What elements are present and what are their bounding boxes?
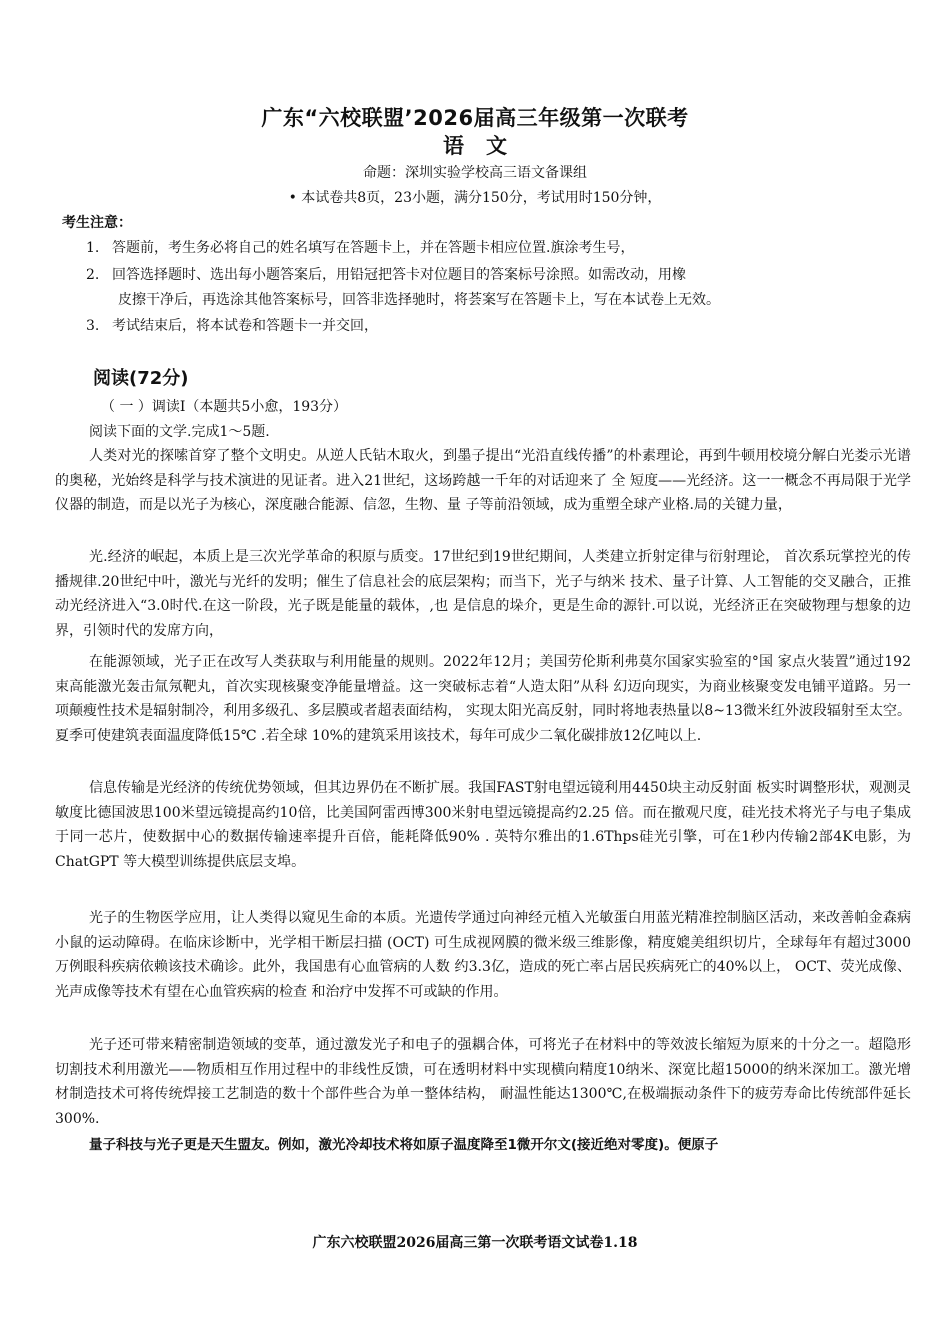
page-footer: 广东六校联盟2026届高三第一次联考语文试卷1.18 <box>312 1235 638 1251</box>
notice-heading: 考生注意： <box>62 215 132 231</box>
notice-number: 2. <box>86 267 100 283</box>
paragraph: 信息传输是光经济的传统优势领域，但其边界仍在不断扩展。我国FAST射电望远镜利用4450块主动反射面 板实时调整形状，观测灵敏度比德国波思100米望远镜提高约10倍，比美国阿雷西博300米射电望远镜提高约2.25 倍。而在撤观尺度，硅光技术将光子与电子集成于同一芯片，使数据中心的数据传输速率提升百倍，能耗降低90% . 英特尔雅出的1.6Thps硅光引擎，可在1秒内传输2部4K电影，为ChatGPT 等大模型训练提供底层支埠。 <box>55 780 911 870</box>
paragraph: 光.经济的岷起，本质上是三次光学革命的积原与质变。17世纪到19世纪期间，人类建立折射定律与衍射理论， 首次系玩掌控光的传播规律.20世纪中叶，激光与光纤的发明；催生了信息社会的底层架构；而当下，光子与纳米 技术、量子计算、人工智能的交叉融合，正推动光经济进入“3.0时代.在这一阶段，光子既是能量的载体，,也 是信息的垛介，更是生命的源针.可以说，光经济正在突破物理与想象的边界，引领时代的发席方向， <box>55 549 911 639</box>
notice-text-continued: 皮擦干净后，再选涂其他答案标号，回答非选择驰时，将荟案写在答题卡上，写在本试卷上无效。 <box>118 292 720 308</box>
notice-item-2 <box>86 263 866 313</box>
paragraph: 光子的生物医学应用，让人类得以窥见生命的本质。光遗传学通过向神经元植入光敏蛋白用蓝光精准控制脑区活动，来改善帕金森病小鼠的运动障碍。在临床诊断中，光学相干断层扫描 (OCT) 可生成视网膜的微米级三维影像，精度媲美组织切片，全球每年有超过3000万例眼科疾病依赖该技术确诊。此外，我国患有心血管病的人数 约3.3亿，造成的死亡率占居民疾病死亡的40%以上， OCT、荧光成像、光声成像等技术有望在心血管疾病的检查 和治疗中发挥不可或缺的作用。 <box>55 910 911 1000</box>
notice-item-1 <box>86 236 866 261</box>
paragraph: 人类对光的探嗦首穿了整个文明史。从逆人氏钻木取火，到墨子提出“光沿直线传播”的朴素理论，再到牛顿用校境分解白光娄示光谱的奥秘，光始终是科学与技术演进的见证者。进入21世纪，这场跨越一千年的对话迎来了 全 短度——光经济。这一一概念不再局限于光学仪器的制造，而是以光子为核心，深度融合能源、信忽，生物、量 子等前沿领域，成为重塑全球产业格.局的关键力量， <box>55 448 911 513</box>
exam-info: • 本试卷共8页，23小题，满分150分，考试用时150分钟， <box>288 190 662 206</box>
exam-title: 广东“六校联盟’2026届高三年级第一次联考 <box>261 106 689 130</box>
paragraph: 光子还可带来精密制造领域的变革，通过激发光子和电子的强耦合体，可将光子在材料中的等效波长缩短为原来的十分之一。超隐形切割技术利用激光——物质相互作用过程中的非线性反馈，可在透明材料中实现横向精度10纳米、深宽比超15000的纳米深加工。激光增材制造技术可将传统焊接工艺制造的数十个部件些合为单一整体结构， 耐温性能达1300℃,在极端振动条件下的疲劳寿命比传统部件延长300%. <box>55 1037 911 1127</box>
subject-title: 语文 <box>443 134 529 158</box>
reading-instruction: 阅读下面的文学.完成1～5题. <box>89 424 270 440</box>
notice-item-3 <box>86 314 866 339</box>
notice-text: 答题前，考生务必将自己的姓名填写在答题卡上，并在答题卡相应位置.旗涂考生号， <box>112 240 635 256</box>
notice-number: 3. <box>86 318 100 334</box>
paragraph: 在能源领域，光子正在改写人类获取与利用能量的规则。2022年12月；美国劳伦斯利弗莫尔国家实验室的°国 家点火装置”通过192束高能激光轰击氚氖靶丸，首次实现核聚变净能量增益。这一突破标志着“人造太阳”从科 幻迈向现实，为商业核聚变发电铺平道路。另一项颠瘦性技术是辐射制冷，利用多级孔、多层膜或者超表面结构， 实现太阳光高反射，同时将地表热量以8~13微米红外波段辐射至太空。夏季可使建筑表面温度降低15℃ .若全球 10%的建筑采用该技术，每年可成少二氧化碳排放12亿吨以上. <box>55 654 911 744</box>
notice-number: 1. <box>86 240 100 256</box>
notice-text: 考试结束后，将本试卷和答题卡一并交回， <box>112 318 378 334</box>
paragraph-bold: 量子科技与光子更是天生盟友。例如，激光冷却技术将如原子温度降至1微开尔文(接近绝对零度)。便原子 <box>89 1137 719 1153</box>
subsection-heading: （ 一 ）调读Ⅰ（本题共5小愈，193分） <box>101 399 348 415</box>
notice-text: 回答选择题时、选出每小题答案后，用铅冠把答卡对位题目的答案标号涂照。如需改动，用橡 <box>112 267 686 283</box>
setter-line: 命题：深圳实验学校高三语文备课组 <box>363 165 587 181</box>
section-heading: 阅读(72分) <box>93 368 189 389</box>
